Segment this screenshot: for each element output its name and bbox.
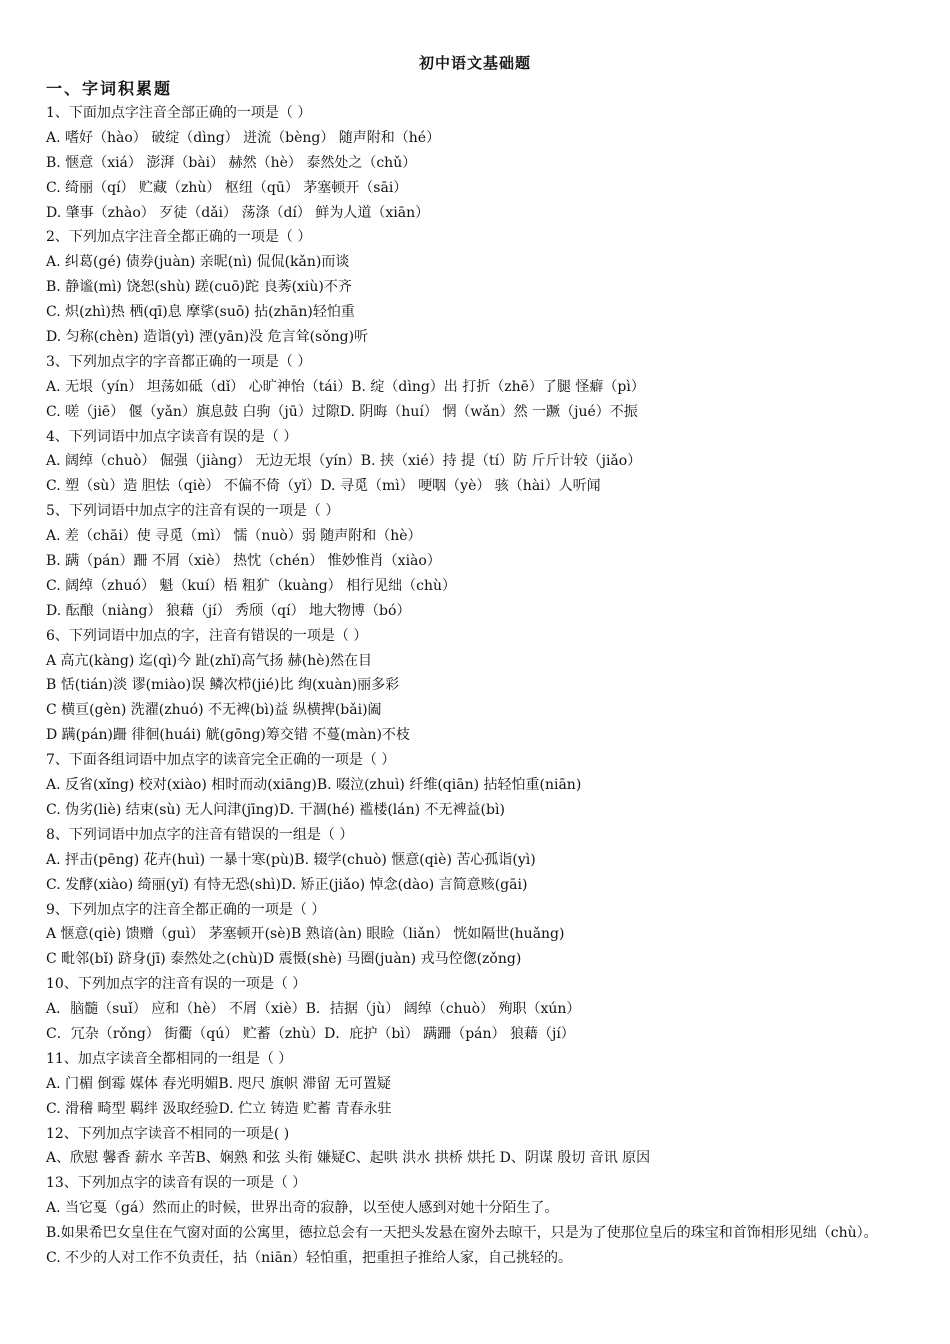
text-line: C. 发酵(xiào) 绮丽(yǐ) 有恃无恐(shì)D. 矫正(jiǎo) 悼念(dào) 言简意赅(gāi) <box>46 876 528 893</box>
text-line: 11、加点字读音全都相同的一组是（ ） <box>46 1050 293 1067</box>
text-line: A. 阔绰（chuò） 倔强（jiàng） 无边无垠（yín）B. 挟（xié）持 提（tí）防 斤斤计较（jiǎo） <box>46 453 642 470</box>
text-line: A、欣慰 馨香 薪水 辛苦B、娴熟 和弦 头衔 嫌疑C、起哄 洪水 拱桥 烘托 D、阴谋 殷切 音讯 原因 <box>46 1150 651 1167</box>
text-line: A. 无垠（yín） 坦荡如砥（dǐ） 心旷神怡（tái）B. 绽（dìng）出 打折（zhē）了腿 怪癖（pì） <box>46 378 645 395</box>
text-line: C. 塑（sù）造 胆怯（qiè） 不偏不倚（yǐ）D. 寻觅（mì） 哽咽（yè） 骇（hài）人听闻 <box>46 478 601 495</box>
text-line: C. 阔绰（zhuó） 魁（kuí）梧 粗犷（kuàng） 相行见绌（chù） <box>46 577 456 594</box>
text-line: B. 惬意（xiá） 澎湃（bài） 赫然（hè） 泰然处之（chǔ） <box>46 154 417 171</box>
text-line: A. 门楣 倒霉 媒体 春光明媚B. 咫尺 旗帜 滞留 无可置疑 <box>46 1075 391 1092</box>
text-line: A 惬意(qiè) 馈赠（guì） 茅塞顿开(sè)B 熟谙(àn) 眼睑（liǎn） 恍如隔世(huǎng) <box>46 926 565 943</box>
text-line: 7、下面各组词语中加点字的读音完全正确的一项是（ ） <box>46 752 396 769</box>
text-line: C. 不少的人对工作不负责任，拈（niān）轻怕重，把重担子推给人家，自己挑轻的。 <box>46 1249 572 1266</box>
text-line: 9、下列加点字的注音全都正确的一项是（ ） <box>46 901 326 918</box>
text-line: 5、下列词语中加点字的注音有误的一项是（ ） <box>46 503 340 520</box>
page-title: 初中语文基础题 <box>418 54 531 72</box>
text-line: B.如果希巴女皇住在气窗对面的公寓里，德拉总会有一天把头发悬在窗外去晾干，只是为了使那位皇后的珠宝和首饰相形见绌（chù）。 <box>46 1225 878 1242</box>
text-line: C. 滑稽 畸型 羁绊 汲取经验D. 伫立 铸造 贮蓄 青春永驻 <box>46 1100 392 1117</box>
text-line: D. 酝酿（niàng） 狼藉（jí） 秀颀（qí） 地大物博（bó） <box>46 602 411 619</box>
text-line: A. 抨击(pēng) 花卉(huì) 一暴十寒(pù)B. 辍学(chuò) 惬意(qiè) 苦心孤诣(yì) <box>46 851 536 868</box>
text-line: A. 当它戛（gá）然而止的时候，世界出奇的寂静，以至使人感到对她十分陌生了。 <box>46 1200 559 1217</box>
text-line: C. 嗟（jiē） 偃（yǎn）旗息鼓 白驹（jū）过隙D. 阴晦（huí） 惘（wǎn）然 一蹶（jué）不振 <box>46 403 638 420</box>
text-line: A. 嗜好（hào） 破绽（dìng） 迸流（bèng） 随声附和（hé） <box>46 129 441 146</box>
text-line: A. 差（chāi）使 寻觅（mì） 懦（nuò）弱 随声附和（hè） <box>46 528 422 545</box>
text-line: 8、下列词语中加点字的注音有错误的一组是（ ） <box>46 826 354 843</box>
text-line: D. 肇事（zhào） 歹徒（dǎi） 荡涤（dí） 鲜为人道（xiān） <box>46 204 430 221</box>
text-line: 12、下列加点字读音不相同的一项是( ) <box>46 1125 290 1142</box>
text-line: B. 静谧(mì) 饶恕(shù) 蹉(cuō)跎 良莠(xiù)不齐 <box>46 279 352 296</box>
text-line: 13、下列加点字的读音有误的一项是（ ） <box>46 1175 307 1192</box>
text-line: 6、下列词语中加点的字，注音有错误的一项是（ ） <box>46 627 368 644</box>
text-line: A．脑髓（suǐ） 应和（hè） 不屑（xiè）B．拮据（jù） 阔绰（chuò） 殉职（xún） <box>46 1001 581 1018</box>
text-line: C 横亘(gèn) 洗濯(zhuó) 不无裨(bì)益 纵横捭(bǎi)阖 <box>46 702 382 719</box>
text-line: B 恬(tián)淡 谬(miào)误 鳞次栉(jié)比 绚(xuàn)丽多彩 <box>46 677 400 694</box>
text-line: 10、下列加点字的注音有误的一项是（ ） <box>46 976 307 993</box>
text-line: 1、下面加点字注音全部正确的一项是（ ） <box>46 105 312 121</box>
document-body <box>46 101 916 1271</box>
text-line: B. 蹒（pán）跚 不屑（xiè） 热忱（chén） 惟妙惟肖（xiào） <box>46 553 441 570</box>
text-line: C．冗杂（rǒng） 街衢（qú） 贮蓄（zhù）D．庇护（bì） 蹒跚（pán） 狼藉（jí） <box>46 1025 575 1042</box>
section-heading: 一、字词积累题 <box>46 79 173 98</box>
text-line: 2、下列加点字注音全都正确的一项是（ ） <box>46 229 312 246</box>
text-line: C 毗邻(bǐ) 跻身(jī) 泰然处之(chù)D 震慑(shè) 马圈(juàn) 戎马倥偬(zǒng) <box>46 951 522 968</box>
text-line: A. 纠葛(gé) 债券(juàn) 亲昵(nì) 侃侃(kǎn)而谈 <box>46 254 350 271</box>
text-line: 4、下列词语中加点字读音有误的是（ ） <box>46 428 298 445</box>
text-line: D. 匀称(chèn) 造诣(yì) 湮(yān)没 危言耸(sǒng)听 <box>46 329 369 346</box>
text-line: A. 反省(xǐng) 校对(xiào) 相时而动(xiāng)B. 啜泣(zhuì) 纤维(qiān) 拈轻怕重(niān) <box>46 777 582 794</box>
text-line: A 高亢(kàng) 迄(qì)今 趾(zhǐ)高气扬 赫(hè)然在目 <box>46 652 373 669</box>
text-line: C. 伪劣(liè) 结束(sù) 无人问津(jīng)D. 干涸(hé) 褴楼(lán) 不无裨益(bì) <box>46 801 505 818</box>
text-line: D 蹒(pán)跚 徘徊(huái) 觥(gōng)筹交错 不蔓(màn)不枝 <box>46 727 410 744</box>
text-line: C. 炽(zhì)热 栖(qī)息 摩挲(suō) 拈(zhān)轻怕重 <box>46 304 355 321</box>
text-line: 3、下列加点字的字音都正确的一项是（ ） <box>46 353 312 370</box>
text-line: C. 绮丽（qí） 贮藏（zhù） 枢纽（qū） 茅塞顿开（sāi） <box>46 179 408 196</box>
